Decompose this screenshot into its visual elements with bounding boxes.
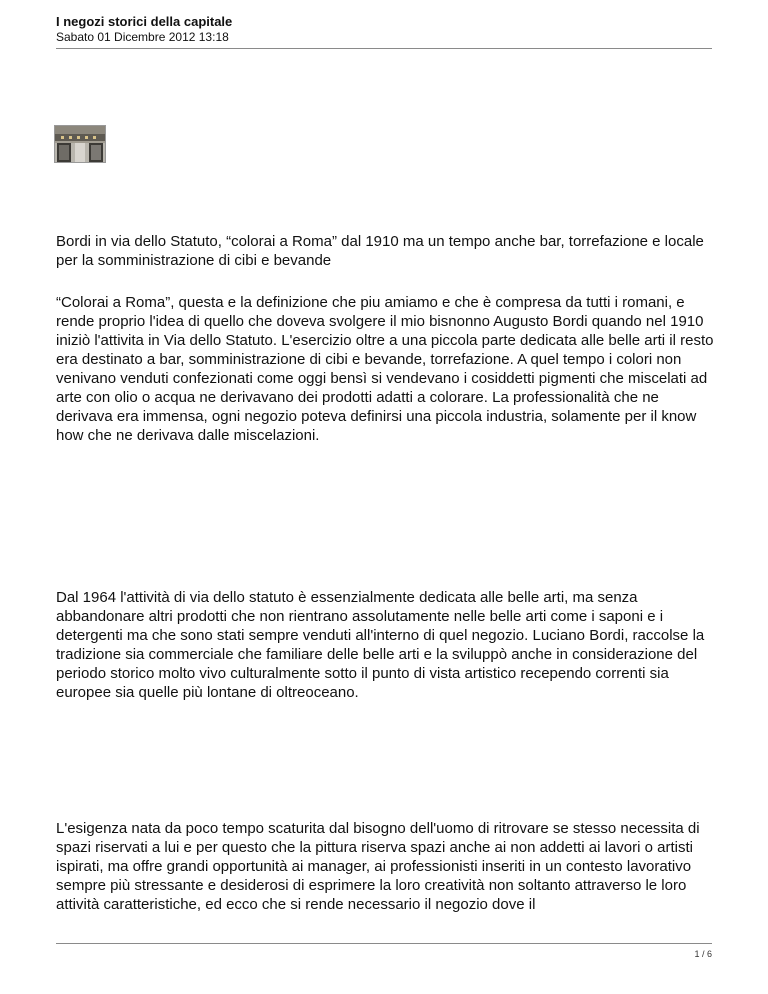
- article-title: I negozi storici della capitale: [56, 14, 233, 29]
- body-paragraph: L'esigenza nata da poco tempo scaturita dal bisogno dell'uomo di ritrovare se stesso necessita di spazi riservati a lui e per questo che la pittura riserva spazi anche ai non addetti ai lavori o artisti ispirati, ma offre grandi opportunità ai manager, ai professionisti inseriti in un contesto lavorativo sempre più stressante e desiderosi di esprimere la loro creatività non soltanto attraverso le loro attività caratteristiche, ed ecco che si rende necessario il negozio dove il: [56, 820, 700, 913]
- footer-divider: [56, 943, 712, 944]
- page-number: 1 / 6: [694, 949, 712, 959]
- document-header: [56, 14, 712, 45]
- body-paragraph: Dal 1964 l'attività di via dello statuto è essenzialmente dedicata alle belle arti, ma senza abbandonare altri prodotti che non rientrano assolutamente nelle belle arti come i saponi e i detergenti ma che sono stati sempre venduti all'interno di quel negozio. Luciano Bordi, raccolse la tradizione sia commerciale che familiare delle belle arti e la sviluppò anche in considerazione del periodo storico molto vivo culturalmente sotto il punto di vista artistico recependo correnti sia europee sia quelle più lontane di oltreoceano.: [56, 589, 705, 701]
- article-date: Sabato 01 Dicembre 2012 13:18: [56, 30, 229, 44]
- shop-facade-photo[interactable]: [54, 125, 106, 163]
- body-paragraph: “Colorai a Roma”, questa e la definizione che piu amiamo e che è compresa da tutti i romani, e rende proprio l'idea di quello che doveva svolgere il mio bisnonno Augusto Bordi quando nel 1910 iniziò l'attivita in Via dello Statuto. L'esercizio oltre a una piccola parte dedicata alle belle arti il resto era destinato a bar, somministrazione di cibi e bevande, torrefazione. A quel tempo i colori non venivano venduti confezionati come oggi bensì si vendevano i cosiddetti pigmenti che miscelati ad arte con olio o acqua ne derivavano dei prodotti adatti a colorare. La professionalità che ne derivava era immensa, ogni negozio poteva definirsi una piccola industria, solamente per il know how che ne derivava dalle miscelazioni.: [56, 294, 714, 444]
- shop-facade-icon: [55, 126, 105, 162]
- header-divider: [56, 48, 712, 49]
- intro-paragraph: Bordi in via dello Statuto, “colorai a Roma” dal 1910 ma un tempo anche bar, torrefazione e locale per la somministrazione di cibi e bevande: [56, 233, 704, 269]
